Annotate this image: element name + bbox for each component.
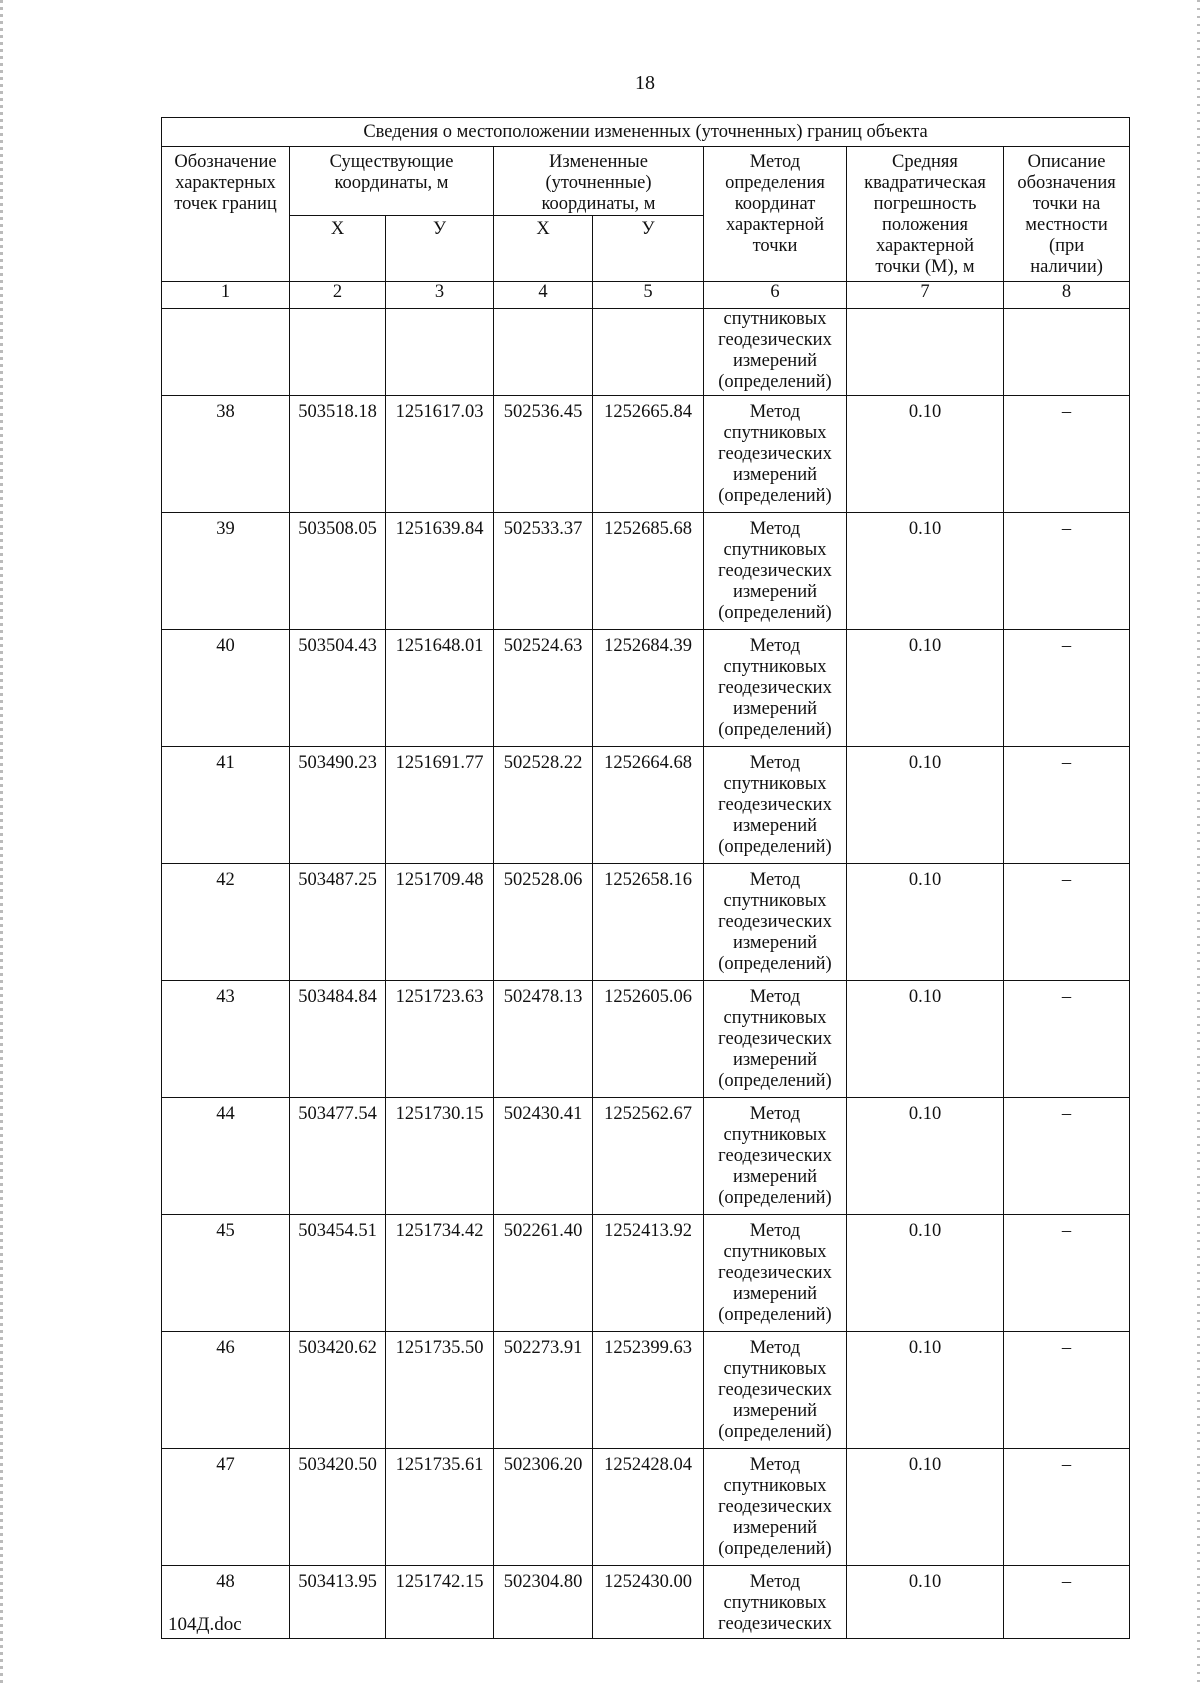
method-cell: спутниковых геодезических измерений (определений) xyxy=(704,309,847,396)
table-cell xyxy=(1004,309,1130,396)
header-existing-x: Х xyxy=(290,216,386,282)
changed-x-cell: 502273.91 xyxy=(494,1332,593,1449)
changed-y-cell: 1252413.92 xyxy=(593,1215,704,1332)
description-cell: – xyxy=(1004,513,1130,630)
existing-y-cell: 1251735.50 xyxy=(386,1332,494,1449)
changed-x-cell: 502306.20 xyxy=(494,1449,593,1566)
table-cell xyxy=(162,309,290,396)
header-point-designation: Обозначение характерных точек границ xyxy=(162,147,290,282)
changed-y-cell: 1252658.16 xyxy=(593,864,704,981)
table-row xyxy=(162,513,1130,630)
point-cell: 47 xyxy=(162,1449,290,1566)
header-existing-coordinates: Существующие координаты, м xyxy=(290,147,494,216)
changed-x-cell: 502430.41 xyxy=(494,1098,593,1215)
point-cell: 46 xyxy=(162,1332,290,1449)
page-number: 18 xyxy=(635,72,655,94)
changed-x-cell: 502528.22 xyxy=(494,747,593,864)
changed-x-cell: 502536.45 xyxy=(494,396,593,513)
column-numbers-row xyxy=(162,282,1130,309)
table-cell xyxy=(847,309,1004,396)
existing-y-cell: 1251734.42 xyxy=(386,1215,494,1332)
description-cell: – xyxy=(1004,1332,1130,1449)
error-cell: 0.10 xyxy=(847,630,1004,747)
error-cell: 0.10 xyxy=(847,1098,1004,1215)
existing-x-cell: 503508.05 xyxy=(290,513,386,630)
point-cell: 38 xyxy=(162,396,290,513)
table-cell xyxy=(494,309,593,396)
error-cell: 0.10 xyxy=(847,747,1004,864)
existing-x-cell: 503454.51 xyxy=(290,1215,386,1332)
method-cell: Метод спутниковых геодезических измерений (определений) xyxy=(704,981,847,1098)
changed-x-cell: 502304.80 xyxy=(494,1566,593,1639)
changed-y-cell: 1252664.68 xyxy=(593,747,704,864)
error-cell: 0.10 xyxy=(847,513,1004,630)
error-cell: 0.10 xyxy=(847,1449,1004,1566)
error-cell: 0.10 xyxy=(847,864,1004,981)
coordinates-table xyxy=(161,117,1130,1639)
existing-x-cell: 503420.50 xyxy=(290,1449,386,1566)
table-row xyxy=(162,1449,1130,1566)
table-cell xyxy=(290,309,386,396)
existing-y-cell: 1251735.61 xyxy=(386,1449,494,1566)
changed-y-cell: 1252684.39 xyxy=(593,630,704,747)
table-row xyxy=(162,1332,1130,1449)
existing-x-cell: 503484.84 xyxy=(290,981,386,1098)
changed-x-cell: 502478.13 xyxy=(494,981,593,1098)
method-cell: Метод спутниковых геодезических измерений (определений) xyxy=(704,513,847,630)
column-number: 2 xyxy=(290,282,386,309)
column-number: 7 xyxy=(847,282,1004,309)
existing-y-cell: 1251639.84 xyxy=(386,513,494,630)
scan-edge-left xyxy=(0,0,3,1686)
column-number: 3 xyxy=(386,282,494,309)
existing-y-cell: 1251691.77 xyxy=(386,747,494,864)
existing-x-cell: 503413.95 xyxy=(290,1566,386,1639)
existing-y-cell: 1251723.63 xyxy=(386,981,494,1098)
method-cell: Метод спутниковых геодезических xyxy=(704,1566,847,1639)
changed-x-cell: 502261.40 xyxy=(494,1215,593,1332)
description-cell: – xyxy=(1004,1566,1130,1639)
existing-x-cell: 503420.62 xyxy=(290,1332,386,1449)
changed-y-cell: 1252428.04 xyxy=(593,1449,704,1566)
header-mean-square-error: Средняя квадратическая погрешность положения характерной точки (М), м xyxy=(847,147,1004,282)
point-cell: 43 xyxy=(162,981,290,1098)
error-cell: 0.10 xyxy=(847,1215,1004,1332)
existing-x-cell: 503487.25 xyxy=(290,864,386,981)
table-row xyxy=(162,630,1130,747)
description-cell: – xyxy=(1004,1098,1130,1215)
changed-x-cell: 502528.06 xyxy=(494,864,593,981)
continuation-row xyxy=(162,309,1130,396)
table-cell xyxy=(386,309,494,396)
existing-y-cell: 1251648.01 xyxy=(386,630,494,747)
changed-y-cell: 1252665.84 xyxy=(593,396,704,513)
error-cell: 0.10 xyxy=(847,396,1004,513)
description-cell: – xyxy=(1004,1449,1130,1566)
point-cell: 39 xyxy=(162,513,290,630)
point-cell: 40 xyxy=(162,630,290,747)
description-cell: – xyxy=(1004,864,1130,981)
header-method: Метод определения координат характерной точки xyxy=(704,147,847,282)
point-cell: 44 xyxy=(162,1098,290,1215)
header-changed-y: У xyxy=(593,216,704,282)
existing-x-cell: 503477.54 xyxy=(290,1098,386,1215)
existing-y-cell: 1251709.48 xyxy=(386,864,494,981)
column-number: 4 xyxy=(494,282,593,309)
method-cell: Метод спутниковых геодезических измерений (определений) xyxy=(704,396,847,513)
method-cell: Метод спутниковых геодезических измерений (определений) xyxy=(704,1449,847,1566)
column-number: 1 xyxy=(162,282,290,309)
changed-y-cell: 1252399.63 xyxy=(593,1332,704,1449)
column-number: 6 xyxy=(704,282,847,309)
table-row xyxy=(162,396,1130,513)
changed-y-cell: 1252562.67 xyxy=(593,1098,704,1215)
method-cell: Метод спутниковых геодезических измерений (определений) xyxy=(704,747,847,864)
header-existing-y: У xyxy=(386,216,494,282)
header-changed-x: Х xyxy=(494,216,593,282)
table-row xyxy=(162,1566,1130,1639)
method-cell: Метод спутниковых геодезических измерений (определений) xyxy=(704,1215,847,1332)
table-row xyxy=(162,1098,1130,1215)
description-cell: – xyxy=(1004,981,1130,1098)
changed-y-cell: 1252430.00 xyxy=(593,1566,704,1639)
existing-y-cell: 1251730.15 xyxy=(386,1098,494,1215)
error-cell: 0.10 xyxy=(847,981,1004,1098)
header-point-description: Описание обозначения точки на местности (при наличии) xyxy=(1004,147,1130,282)
column-number: 8 xyxy=(1004,282,1130,309)
description-cell: – xyxy=(1004,396,1130,513)
changed-x-cell: 502524.63 xyxy=(494,630,593,747)
description-cell: – xyxy=(1004,747,1130,864)
existing-y-cell: 1251742.15 xyxy=(386,1566,494,1639)
description-cell: – xyxy=(1004,1215,1130,1332)
existing-x-cell: 503518.18 xyxy=(290,396,386,513)
table-row xyxy=(162,981,1130,1098)
existing-y-cell: 1251617.03 xyxy=(386,396,494,513)
table-row xyxy=(162,1215,1130,1332)
footer-filename: 104Д.doc xyxy=(168,1614,242,1635)
point-cell: 41 xyxy=(162,747,290,864)
changed-y-cell: 1252605.06 xyxy=(593,981,704,1098)
table-row xyxy=(162,864,1130,981)
error-cell: 0.10 xyxy=(847,1332,1004,1449)
column-number: 5 xyxy=(593,282,704,309)
changed-x-cell: 502533.37 xyxy=(494,513,593,630)
description-cell: – xyxy=(1004,630,1130,747)
existing-x-cell: 503504.43 xyxy=(290,630,386,747)
point-cell: 45 xyxy=(162,1215,290,1332)
point-cell: 42 xyxy=(162,864,290,981)
header-changed-coordinates: Измененные (уточненные) координаты, м xyxy=(494,147,704,216)
method-cell: Метод спутниковых геодезических измерений (определений) xyxy=(704,1098,847,1215)
method-cell: Метод спутниковых геодезических измерений (определений) xyxy=(704,864,847,981)
method-cell: Метод спутниковых геодезических измерений (определений) xyxy=(704,1332,847,1449)
point-cell: 48 xyxy=(162,1566,290,1639)
table-row xyxy=(162,747,1130,864)
method-cell: Метод спутниковых геодезических измерений (определений) xyxy=(704,630,847,747)
error-cell: 0.10 xyxy=(847,1566,1004,1639)
existing-x-cell: 503490.23 xyxy=(290,747,386,864)
changed-y-cell: 1252685.68 xyxy=(593,513,704,630)
table-caption: Сведения о местоположении измененных (уточненных) границ объекта xyxy=(162,118,1130,147)
table-cell xyxy=(593,309,704,396)
